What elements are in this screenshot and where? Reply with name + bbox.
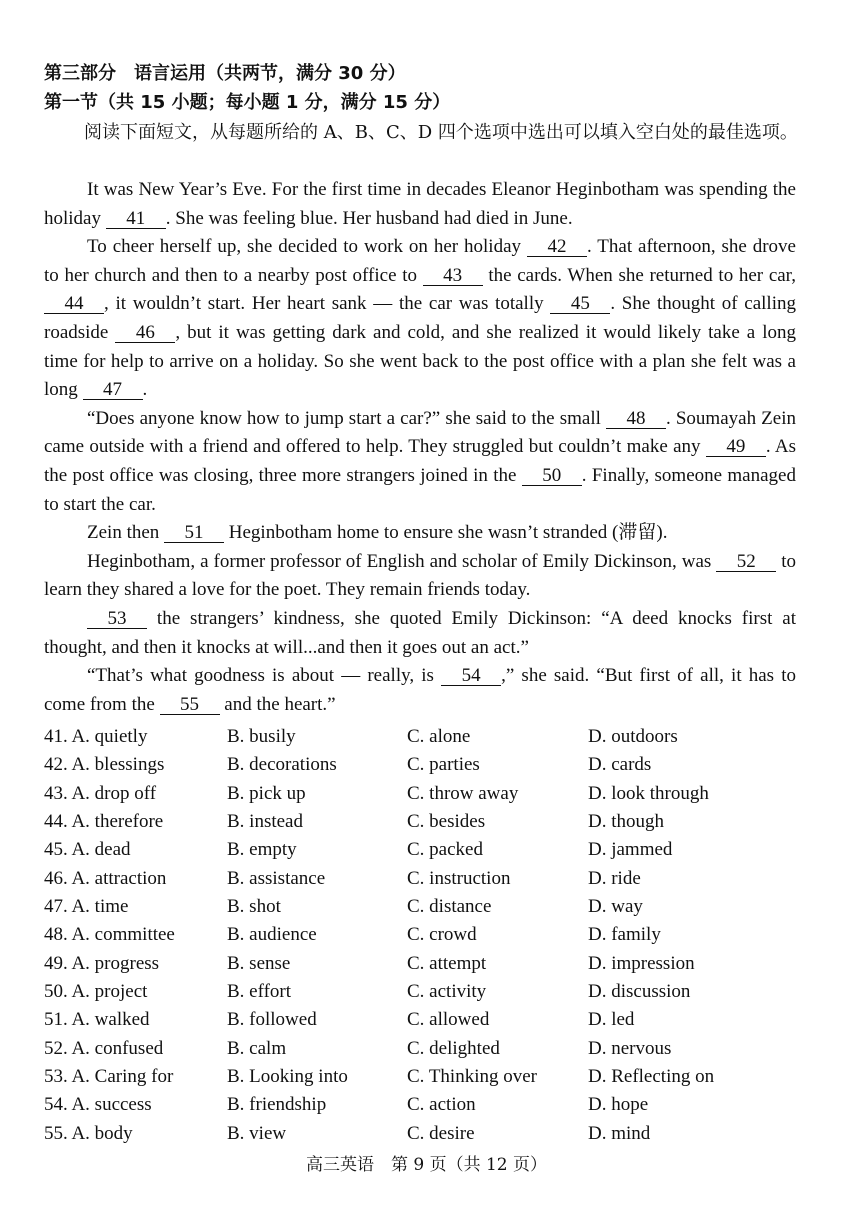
option-c: C. Thinking over <box>407 1066 538 1088</box>
passage-text: . That afternoon, she drove to her church and then to a nearby post office to <box>44 236 796 286</box>
option-d: D. though <box>588 811 664 833</box>
option-d: D. way <box>588 896 643 918</box>
option-a: 55. A. body <box>44 1122 133 1144</box>
question-row <box>44 921 804 949</box>
option-a: 42. A. blessings <box>44 754 165 776</box>
question-row <box>44 780 804 808</box>
option-c: C. activity <box>407 981 487 1003</box>
passage-text: Heginbotham home to ensure she wasn’t stranded (滞留). <box>224 522 668 544</box>
option-c: C. delighted <box>407 1037 500 1059</box>
option-c: C. allowed <box>407 1009 490 1031</box>
passage-text: . Finally, someone managed to start the car. <box>44 464 796 515</box>
passage-text: , it wouldn’t start. Her heart sank — the car was totally <box>104 293 551 315</box>
blank-51: 51 <box>164 524 224 543</box>
option-c: C. packed <box>407 839 483 861</box>
option-a: 52. A. confused <box>44 1037 164 1059</box>
question-row <box>44 1091 804 1119</box>
option-c: C. besides <box>407 811 486 833</box>
passage-text: . Soumayah Zein came outside with a friend and offered to help. They struggled but couldn’t make any <box>44 407 797 458</box>
option-a: 46. A. attraction <box>44 867 167 889</box>
option-d: D. led <box>588 1009 635 1031</box>
option-a: 44. A. therefore <box>44 811 164 833</box>
question-row <box>44 808 804 836</box>
passage-text: It was New Year’s Eve. For the first time in decades Eleanor Heginbotham was spending the holiday <box>44 179 796 229</box>
part-title: 第三部分 语言运用（共两节，满分 30 分） <box>44 63 406 84</box>
option-a: 48. A. committee <box>44 924 175 946</box>
option-d: D. jammed <box>588 839 673 861</box>
blank-47: 47 <box>83 381 143 400</box>
option-d: D. nervous <box>588 1037 672 1059</box>
option-c: C. crowd <box>407 924 477 946</box>
instructions <box>44 118 804 147</box>
option-d: D. look through <box>588 782 709 804</box>
passage-text: . As the post office was closing, three more strangers joined in the <box>44 436 796 486</box>
question-row <box>44 1063 804 1091</box>
question-row <box>44 950 804 978</box>
passage-text: to learn they shared a love for the poet. They remain friends today. <box>44 550 796 601</box>
answer-options <box>44 723 804 1148</box>
passage-paragraph-7 <box>44 662 796 719</box>
option-b: B. pick up <box>227 782 306 804</box>
passage-paragraph-2 <box>44 233 796 405</box>
question-row <box>44 865 804 893</box>
option-b: B. shot <box>227 896 281 918</box>
passage-text: “That’s what goodness is about — really, is <box>87 665 442 687</box>
option-b: B. followed <box>227 1009 317 1031</box>
option-b: B. empty <box>227 839 297 861</box>
blank-42: 42 <box>527 238 587 257</box>
passage-text: . She thought of calling roadside <box>44 293 796 343</box>
passage-paragraph-5 <box>44 548 796 605</box>
subsection-title: 第一节（共 15 小题；每小题 1 分，满分 15 分） <box>44 92 451 113</box>
option-b: B. view <box>227 1122 287 1144</box>
cloze-passage <box>44 176 796 719</box>
option-d: D. impression <box>588 952 695 974</box>
option-b: B. instead <box>227 811 303 833</box>
passage-text: Zein then <box>87 522 165 544</box>
option-c: C. throw away <box>407 782 519 804</box>
option-d: D. mind <box>588 1122 651 1144</box>
option-a: 45. A. dead <box>44 839 131 861</box>
option-c: C. action <box>407 1094 476 1116</box>
option-d: D. hope <box>588 1094 649 1116</box>
passage-paragraph-1 <box>44 176 796 233</box>
question-row <box>44 1120 804 1148</box>
blank-41: 41 <box>106 210 166 229</box>
passage-text: and the heart.” <box>219 693 336 715</box>
blank-54: 54 <box>441 667 501 686</box>
question-row <box>44 723 804 751</box>
passage-paragraph-6 <box>44 605 796 662</box>
passage-paragraph-4 <box>44 519 796 548</box>
blank-53: 53 <box>87 610 147 629</box>
option-a: 49. A. progress <box>44 952 160 974</box>
passage-text: , but it was getting dark and cold, and she realized it would likely take a long time for help to arrive on a holiday. So she went back to the post office with a plan she felt was a long <box>44 321 796 401</box>
passage-text: ,” she said. “But first of all, it has to come from the <box>44 665 797 715</box>
option-a: 43. A. drop off <box>44 782 157 804</box>
option-a: 41. A. quietly <box>44 726 148 747</box>
option-b: B. busily <box>227 726 296 747</box>
option-d: D. Reflecting on <box>588 1066 715 1088</box>
option-a: 54. A. success <box>44 1094 152 1116</box>
option-d: D. outdoors <box>588 726 678 747</box>
passage-text: To cheer herself up, she decided to work on her holiday <box>87 236 527 258</box>
blank-46: 46 <box>115 324 175 343</box>
blank-49: 49 <box>706 438 766 457</box>
passage-text: Heginbotham, a former professor of English and scholar of Emily Dickinson, was <box>87 550 717 572</box>
page-footer: 高三英语 第 9 页（共 12 页） <box>305 1155 548 1175</box>
option-d: D. discussion <box>588 981 691 1003</box>
option-a: 53. A. Caring for <box>44 1066 174 1088</box>
option-d: D. cards <box>588 754 652 776</box>
option-a: 51. A. walked <box>44 1009 150 1031</box>
option-d: D. family <box>588 924 661 946</box>
blank-52: 52 <box>716 553 776 572</box>
blank-55: 55 <box>160 696 220 715</box>
passage-paragraph-3 <box>44 405 796 519</box>
question-row <box>44 1035 804 1063</box>
question-row <box>44 893 804 921</box>
blank-45: 45 <box>550 295 610 314</box>
passage-text: . She was feeling blue. Her husband had died in June. <box>165 207 573 229</box>
question-row <box>44 978 804 1006</box>
option-b: B. decorations <box>227 754 337 776</box>
option-c: C. parties <box>407 754 480 776</box>
option-c: C. attempt <box>407 952 487 974</box>
blank-44: 44 <box>44 295 104 314</box>
blank-50: 50 <box>522 467 582 486</box>
question-row <box>44 836 804 864</box>
option-b: B. calm <box>227 1037 287 1059</box>
question-row <box>44 1006 804 1034</box>
option-d: D. ride <box>588 867 641 889</box>
option-b: B. sense <box>227 952 291 974</box>
option-c: C. instruction <box>407 867 511 889</box>
option-c: C. alone <box>407 726 471 747</box>
passage-text: “Does anyone know how to jump start a car?” she said to the small <box>87 407 606 429</box>
option-c: C. desire <box>407 1122 475 1144</box>
blank-43: 43 <box>423 267 483 286</box>
instructions-text: 阅读下面短文，从每题所给的 A、B、C、D 四个选项中选出可以填入空白处的最佳选项。 <box>84 122 798 143</box>
option-b: B. friendship <box>227 1094 327 1116</box>
blank-48: 48 <box>606 410 666 429</box>
passage-text: . <box>142 379 148 401</box>
option-b: B. audience <box>227 924 317 946</box>
option-a: 50. A. project <box>44 981 148 1003</box>
option-c: C. distance <box>407 896 492 918</box>
question-row <box>44 751 804 779</box>
option-a: 47. A. time <box>44 896 129 918</box>
option-b: B. assistance <box>227 867 326 889</box>
passage-text: the cards. When she returned to her car, <box>482 264 796 286</box>
passage-text: the strangers’ kindness, she quoted Emily Dickinson: “A deed knocks first at thought, and then it knocks at will...and then it goes out an act.” <box>44 607 796 658</box>
option-b: B. Looking into <box>227 1066 348 1088</box>
option-b: B. effort <box>227 981 292 1003</box>
